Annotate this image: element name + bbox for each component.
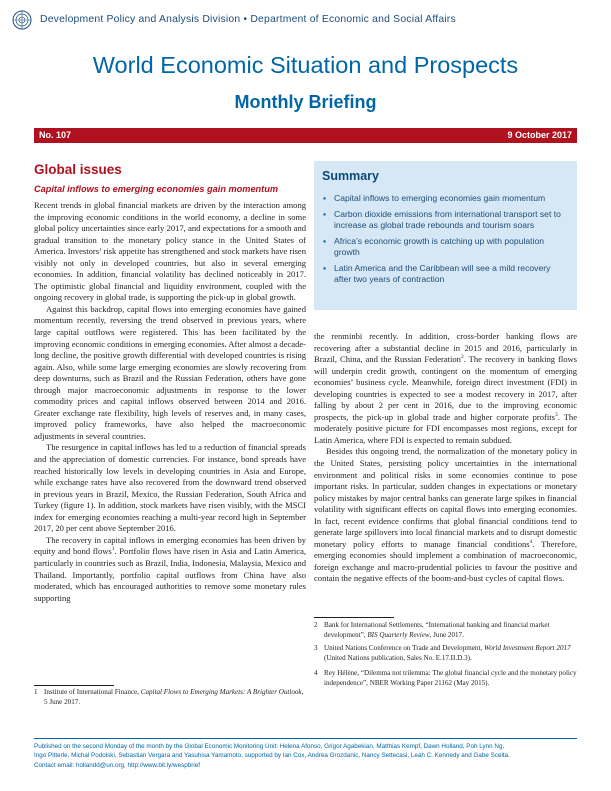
body-paragraph [34, 535, 306, 604]
summary-list [323, 193, 569, 290]
footnote-divider [314, 617, 394, 618]
footnote-title: World Investment Report 2017 [483, 644, 571, 652]
footnote [314, 644, 577, 663]
summary-item [323, 193, 569, 205]
summary-item-text: Capital inflows to emerging economies gain momentum [334, 193, 546, 203]
body-column-left [34, 200, 306, 604]
issue-date: 9 October 2017 [507, 130, 572, 140]
footnote [34, 688, 306, 707]
paragraph-text: the renminbi recently. In addition, cross-border banking flows are recovering after a substantial decline in 2015 and 2016, particularly in Brazil, China, and the Russian Federation [314, 331, 577, 365]
footnote-title: BIS Quarterly Review [367, 630, 430, 639]
footnote-text [324, 621, 577, 640]
footer-divider [34, 738, 577, 739]
page-footer [34, 742, 579, 770]
footer-credits: Published on the second Monday of the month by the Global Economic Monitoring Unit: Helena Afonso, Grigor Agabekian, Matthias Kempf, Dawn Holland, Poh Lynn Ng, [34, 743, 505, 750]
summary-item [323, 263, 569, 286]
footnote-ref[interactable]: 2 [460, 354, 464, 361]
footnote-number: 1 [34, 688, 38, 696]
issue-number: No. 107 [39, 130, 72, 140]
body-paragraph [314, 331, 577, 446]
footnote-text-part: Institute of International Finance, [44, 688, 141, 696]
issue-bar [34, 128, 577, 143]
footnote-divider [34, 685, 114, 686]
paragraph-text: Besides this ongoing trend, the normalization of the monetary policy in the United States, persisting policy uncertainties in the international environment and political risks in some economies continue to pose important risks. In particular, sudden changes in expectations or monetary policy mistakes by major central banks can generate large spikes in financial volatility with significant effects on capital flows into emerging economies. In fact, recent evidence confirms that global financial conditions tend to generate large spillovers into local financial markets and to disrupt domestic monetary policy efforts to manage financial conditions [314, 446, 577, 549]
summary-title: Summary [322, 169, 379, 183]
footnote-text: Rey Hélène, “Dilemma not trilemma: The global financial cycle and the monetary policy independence”, NBER Working Paper 21162 (May 2015). [324, 669, 577, 687]
division-name: Development Policy and Analysis Division • Department of Economic and Social Affairs [40, 14, 456, 25]
section-subheading: Capital inflows to emerging economies gain momentum [34, 184, 279, 194]
paragraph-text: . Portfolio flows have risen in Asia and Latin America, particularly in countries such as Brazil, India, Indonesia, Malaysia, Mexico and Thailand. Importantly, portfolio capital outflows from China have also moderated, which has encouraged authorities to remove some monetary rules supporting [34, 546, 306, 603]
paragraph-text: . The moderately positive picture for FDI encompasses most regions, except for Latin America, where FDI is expected to remain subdued. [314, 411, 577, 445]
publication-subtitle: Monthly Briefing [234, 92, 377, 112]
paragraph-text: . The recovery in banking flows will underpin credit growth, contingent on the momentum of emerging economies’ business cycle. Meanwhile, foreign direct investment (FDI) in developing countries is expected to see a modest recovery in 2017, after falling by about 2 per cent in 2016, due to the improving economic prospects, the pick-up in global trade and higher corporate profits [314, 354, 577, 422]
body-paragraph: Against this backdrop, capital flows into emerging economies have gained momentum recently, reversing the trend observed in previous years, where large capital outflows were registered. This has been facilitated by the improving economic conditions in emerging economies. After almost a decade-long decline, the positive growth differential with developed countries is rising again. Also, while some large emerging economies are slowly recovering from deep downturns, such as Brazil and the Russian Federation, others have gone through major macroeconomic adjustments in response to the lower commodity prices and capital inflows observed between 2014 and 2016. Greater exchange rate flexibility, high levels of reserves and, in many cases, improved policy frameworks, have also helped the macroeconomic adjustments in several countries. [34, 303, 306, 441]
footnote-ref[interactable]: 1 [111, 546, 115, 553]
summary-item-text: Africa’s economic growth is catching up with population growth [334, 235, 545, 257]
publication-title: World Economic Situation and Prospects [92, 52, 519, 78]
footnote-title: Capital Flows to Emerging Markets: A Brighter Outlook [140, 688, 302, 696]
body-paragraph: Recent trends in global financial markets are driven by the interaction among the improving economic conditions in the world economy, a decline in some global policy uncertainties since early 2017, and expectations for a smooth and gradual transition to the monetary policy stance in the United States of America. Investors’ risk appetite has strengthened and stock markets have risen visibly not only in developed countries, but also in several emerging economies. In addition, financial volatility has declined noticeably in 2017. The optimistic global financial and liquidity environment, coupled with the ongoing recovery in global trade, is supporting the pick-up in global growth. [34, 200, 306, 303]
body-paragraph [314, 446, 577, 585]
summary-item [323, 236, 569, 259]
bullet-icon: ▪ [323, 262, 327, 273]
footnote-text-part: (United Nations publication, Sales No. E.17.II.D.3). [324, 653, 472, 662]
bullet-icon: ▪ [323, 208, 327, 219]
summary-item-text: Latin America and the Caribbean will see a mild recovery after two years of contraction [334, 262, 551, 284]
summary-item-text: Carbon dioxide emissions from international transport set to increase as global trade rebounds and tourism soars [334, 208, 561, 230]
summary-item [323, 209, 569, 232]
page-header [0, 0, 611, 125]
summary-box [314, 161, 577, 310]
paragraph-text: The recovery in capital inflows in emerging economies has been driven by equity and bond flows [34, 534, 306, 557]
footnote [314, 669, 577, 688]
footnote-number: 2 [314, 621, 318, 629]
bullet-icon: ▪ [323, 235, 327, 246]
footnote [314, 621, 577, 640]
footnote-number: 4 [314, 669, 318, 677]
footer-contact[interactable]: Contact email: hollandd@un.org, http://www.bit.ly/wespbrief [34, 761, 200, 769]
footer-credits: Ingo Pitterle, Michal Podolski, Sebastian Vergara and Yasuhisa Yamamoto, supported by Ian Cox, Andrea Grozdanic, Nancy Settecasi, Leah C. Kennedy and Gabe Scelta. [34, 752, 510, 760]
footnote-number: 3 [314, 644, 318, 652]
body-column-right [314, 331, 577, 585]
footnote-ref[interactable]: 4 [529, 539, 533, 545]
footnote-text-part: United Nations Conference on Trade and Development, [324, 644, 484, 652]
paragraph-text: . Therefore, emerging economies should implement a combination of macroeconomic, foreign exchange and macro-prudential policies to favour the positive and contain the negative effects of the boom-and-bust cycles of capital flows. [314, 538, 577, 584]
body-paragraph: The resurgence in capital inflows has led to a reduction of financial spreads and the appreciation of domestic currencies. For instance, bond spreads have reached historically low levels in developing countries in Asia and Europe, while exchange rates have also recovered from the downward trend observed in previous years in Brazil, Mexico, the Russian Federation, South Africa and Turkey (figure 1). In addition, stock markets have risen visibly, with the MSCI index for emerging economies reaching a multi-year record high in September 2017, 20 per cent above September 2016. [34, 442, 306, 534]
footnote-text [44, 688, 306, 707]
footnote-text-part: , 5 June 2017. [44, 688, 304, 706]
un-emblem-icon [12, 10, 32, 30]
bullet-icon: ▪ [323, 193, 327, 203]
footnote-ref[interactable]: 3 [554, 411, 558, 418]
section-heading: Global issues [34, 162, 122, 177]
footnote-text-part: Bank for International Settlements, “International banking and financial market development”, [324, 621, 550, 639]
footnote-text-part: , June 2017. [429, 630, 464, 639]
footnote-text [324, 644, 577, 663]
